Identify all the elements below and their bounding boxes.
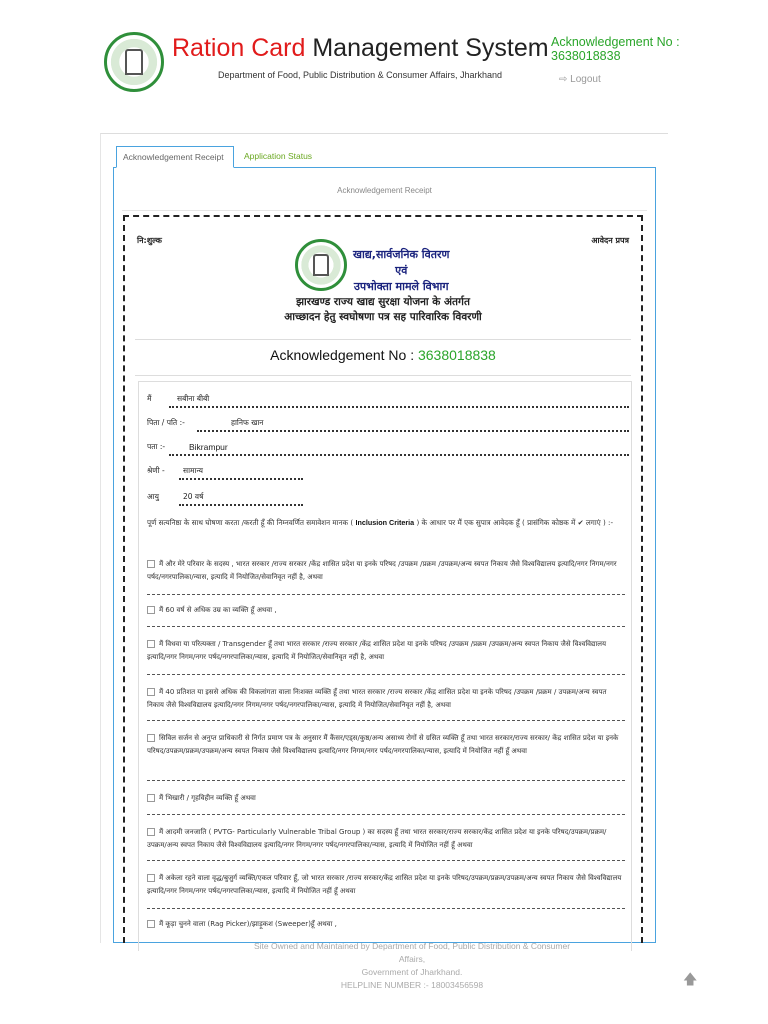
receipt-heading: झारखण्ड राज्य खाद्य सुरक्षा योजना के अंतर्गत <box>296 296 470 308</box>
applicant-details <box>138 381 632 951</box>
divider <box>147 908 625 909</box>
divider <box>135 375 631 376</box>
criteria-item: मैं कूड़ा चुनने वाला (Rag Picker)/झाड़ूकश (Sweeper)हूँ अथवा , <box>147 918 625 931</box>
logout-icon: ⇨ <box>559 74 568 85</box>
criteria-item: मैं अकेला रहने वाला वृद्ध/बुजुर्ग व्यक्ति/एकल परिवार हूँ, जो भारत सरकार /राज्य सरकार/केंद्र शासित प्रदेश या इनके परिषद/उपक्रम/प्रक्रम/उपक्रम/अन्य स्वपत निकाय जैसे विश्वविद्यालय इत्यादि/नगर निगम/नगर पर्षद/नगरपालिका/न्यास, इत्यादि में नियोजित नहीं हूँ अथवा <box>147 874 622 895</box>
site-subtitle: Department of Food, Public Distribution & Consumer Affairs, Jharkhand <box>218 70 502 80</box>
criteria-checkbox[interactable] <box>147 560 155 568</box>
criteria-item: मैं भिखारी / गृहविहीन व्यक्ति हूँ अथवा <box>147 792 625 805</box>
name-label: मैं <box>147 394 152 403</box>
category-label: श्रेणी - <box>147 466 165 475</box>
criteria-checkbox[interactable] <box>147 794 155 802</box>
divider <box>147 626 625 627</box>
address-value: Bikrampur <box>189 442 228 452</box>
receipt-subheading: आच्छादन हेतु स्वघोषणा पत्र सह पारिवारिक विवरणी <box>284 311 482 323</box>
divider <box>135 339 631 340</box>
site-footer: Site Owned and Maintained by Department of Food, Public Distribution & Consumer Affairs, Government of Jharkhand. HELPLINE NUMBER :- 18003456598 <box>253 941 571 990</box>
jharkhand-emblem-icon <box>104 32 164 92</box>
criteria-checkbox[interactable] <box>147 606 155 614</box>
divider <box>147 674 625 675</box>
divider <box>147 720 625 721</box>
header-ack-number: Acknowledgement No : 3638018838 <box>551 35 680 63</box>
criteria-item: सिविल सर्जन से अनुप्त प्राधिकारी से निर्गत प्रमाण पत्र के अनुसार मैं कैंसर/एड्स/कुष्ठ/अन्य असाध्य रोगों से ग्रसित व्यक्ति हूँ तथा भारत सरकार/राज्य सरकार/ केंद्र शासित प्रदेश या इनके परिषद/उपक्रम/प्रक्रम/उपक्रम/अन्य स्वपत निकाय जैसे विश्वविद्यालय इत्यादि/नगर निगम/नगर पर्षद/नगरपालिका/न्यास, इत्यादि में नियोजित नहीं हूँ अथवा <box>147 734 619 755</box>
category-underline <box>179 478 303 480</box>
name-underline <box>169 406 629 408</box>
criteria-item: मैं विधवा या परित्यक्ता / Transgender हूँ तथा भारत सरकार /राज्य सरकार /केंद्र शासित प्रदेश या इनके परिषद /उपक्रम /प्रक्रम /उपक्रम/अन्य स्वपत निकाय जैसे विश्वविद्यालय इत्यादि/नगर निगम/नगर पर्षद/नगरपालिका/न्यास, इत्यादि में नियोजित/सेवानिवृत नहीं है, अथवा <box>147 640 607 661</box>
father-label: पिता / पति :- <box>147 418 185 427</box>
declaration-intro: पूर्ण सत्यनिष्ठा के साथ घोषणा करता /करती हूँ की निम्नवर्णित समावेशन मानक ( Inclusion Criteria ) के आधार पर मैं एक सुपात्र आवेदक हूँ ( प्रासंगिक कोष्ठक में ✔ लगाएं ) :- <box>147 518 614 527</box>
criteria-checkbox[interactable] <box>147 874 155 882</box>
criteria-item: मैं आदमी जनजाति ( PVTG- Particularly Vulnerable Tribal Group ) का सदस्य हूँ तथा भारत सरकार/राज्य सरकार/केंद्र शासित प्रदेश या इनके परिषद/उपक्रम/प्रक्रम/उपक्रम/अन्य स्वपत निकाय जैसे विश्वविद्यालय इत्यादि/नगर निगम/नगर पर्षद/नगरपालिका/न्यास, इत्यादि में नियोजित नहीं हूँ अथवा <box>147 828 607 849</box>
age-value: 20 वर्ष <box>183 492 204 501</box>
address-label: पता :- <box>147 442 166 451</box>
tab-application-status[interactable]: Application Status <box>244 151 313 161</box>
divider <box>147 860 625 861</box>
divider <box>122 210 647 211</box>
criteria-item: मैं 60 वर्ष से अधिक उम्र का व्यक्ति हूँ अथवा , <box>147 604 625 617</box>
criteria-checkbox[interactable] <box>147 828 155 836</box>
criteria-checkbox[interactable] <box>147 640 155 648</box>
panel-title: Acknowledgement Receipt <box>337 186 432 195</box>
receipt-ack-number: Acknowledgement No : 3638018838 <box>270 347 496 363</box>
divider <box>147 780 625 781</box>
criteria-checkbox[interactable] <box>147 920 155 928</box>
free-label: नि:शुल्क <box>137 236 162 245</box>
name-value: सबीना बीबी <box>177 394 210 403</box>
father-underline <box>197 430 629 432</box>
address-underline <box>169 454 629 456</box>
scroll-to-top-icon[interactable]: 🡅 <box>683 972 698 988</box>
age-label: आयु <box>147 492 160 501</box>
department-emblem-icon <box>295 239 347 291</box>
site-title: Ration Card Management System <box>172 34 549 62</box>
application-form-label: आवेदन प्रपत्र <box>591 236 629 245</box>
category-value: सामान्य <box>183 466 204 475</box>
logout-link[interactable]: ⇨ Logout <box>559 74 601 85</box>
criteria-checkbox[interactable] <box>147 734 155 742</box>
department-name: खाद्य,सार्वजनिक वितरण एवं उपभोक्ता मामले विभाग <box>353 248 450 293</box>
age-underline <box>179 504 303 506</box>
site-header <box>0 0 768 120</box>
acknowledgement-receipt <box>123 215 643 943</box>
criteria-item: मैं और मेरे परिवार के सदस्य , भारत सरकार /राज्य सरकार /केंद्र शासित प्रदेश या इनके परिषद /उपक्रम /प्रक्रम /उपक्रम/अन्य स्वपत निकाय जैसे विश्वविद्यालय इत्यादि/नगर निगम/नगर पर्षद/नगरपालिका/न्यास, इत्यादि में नियोजित/सेवानिवृत नहीं है, अथवा <box>147 560 617 581</box>
father-value: हानिफ खान <box>231 418 264 427</box>
divider <box>147 814 625 815</box>
tab-acknowledgement-receipt[interactable]: Acknowledgement Receipt <box>116 146 234 168</box>
criteria-item: मैं 40 प्रतिशत या इससे अधिक की विकलांगता वाला निःशक्त व्यक्ति हूँ तथा भारत सरकार /राज्य सरकार /केंद्र शासित प्रदेश या इनके परिषद /उपक्रम /प्रक्रम / उपक्रम/अन्य स्वपत निकाय जैसे विश्वविद्यालय इत्यादि/नगर निगम/नगर पर्षद/नगरपालिका/न्यास, इत्यादि में नियोजित/सेवानिवृत नहीं है, अथवा <box>147 688 607 709</box>
criteria-checkbox[interactable] <box>147 688 155 696</box>
divider <box>147 594 625 595</box>
